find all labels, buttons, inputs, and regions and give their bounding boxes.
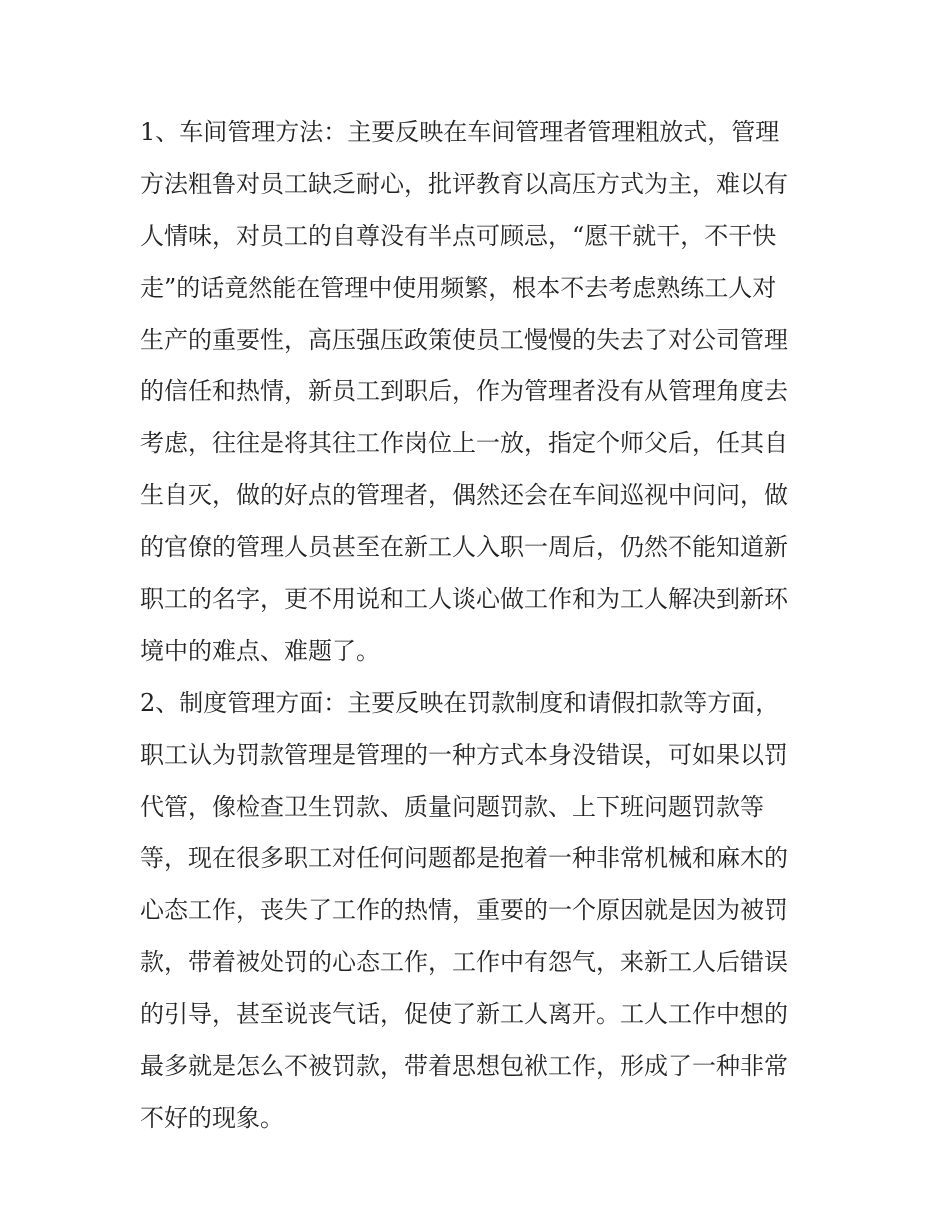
paragraph-system-management bbox=[140, 678, 812, 1145]
text-line: 境中的难点、难题了。 bbox=[140, 636, 380, 665]
text-line: 1、车间管理方法：主要反映在车间管理者管理粗放式，管理 bbox=[140, 118, 780, 146]
text-line: 生自灭，做的好点的管理者，偶然还会在车间巡视中问问，做 bbox=[140, 481, 788, 510]
text-line: 考虑，往往是将其往工作岗位上一放，指定个师父后，任其自 bbox=[140, 429, 788, 458]
text-line: 人情味，对员工的自尊没有半点可顾忌，“愿干就干，不干快 bbox=[140, 221, 777, 250]
text-line: 生产的重要性，高压强压政策使员工慢慢的失去了对公司管理 bbox=[140, 325, 788, 354]
document-body bbox=[140, 107, 812, 1145]
paragraph-workshop-management bbox=[140, 107, 812, 678]
text-line: 款，带着被处罚的心态工作，工作中有怨气，来新工人后错误 bbox=[140, 948, 788, 977]
text-line: 的引导，甚至说丧气话，促使了新工人离开。工人工作中想的 bbox=[140, 1000, 788, 1029]
text-line: 的信任和热情，新员工到职后，作为管理者没有从管理角度去 bbox=[140, 377, 788, 406]
text-line: 职工认为罚款管理是管理的一种方式本身没错误，可如果以罚 bbox=[140, 740, 788, 769]
text-line: 2、制度管理方面：主要反映在罚款制度和请假扣款等方面， bbox=[140, 688, 780, 717]
text-line: 最多就是怎么不被罚款，带着思想包袱工作，形成了一种非常 bbox=[140, 1052, 788, 1081]
text-line: 心态工作，丧失了工作的热情，重要的一个原因就是因为被罚 bbox=[140, 896, 788, 925]
text-line: 的官僚的管理人员甚至在新工人入职一周后，仍然不能知道新 bbox=[140, 533, 788, 562]
text-line: 方法粗鲁对员工缺乏耐心，批评教育以高压方式为主，难以有 bbox=[140, 169, 788, 198]
text-line: 不好的现象。 bbox=[140, 1103, 284, 1132]
text-line: 代管，像检查卫生罚款、质量问题罚款、上下班问题罚款等 bbox=[140, 792, 764, 821]
text-line: 职工的名字，更不用说和工人谈心做工作和为工人解决到新环 bbox=[140, 585, 788, 614]
text-line: 等，现在很多职工对任何问题都是抱着一种非常机械和麻木的 bbox=[140, 844, 788, 873]
text-line: 走”的话竟然能在管理中使用频繁，根本不去考虑熟练工人对 bbox=[140, 273, 777, 302]
